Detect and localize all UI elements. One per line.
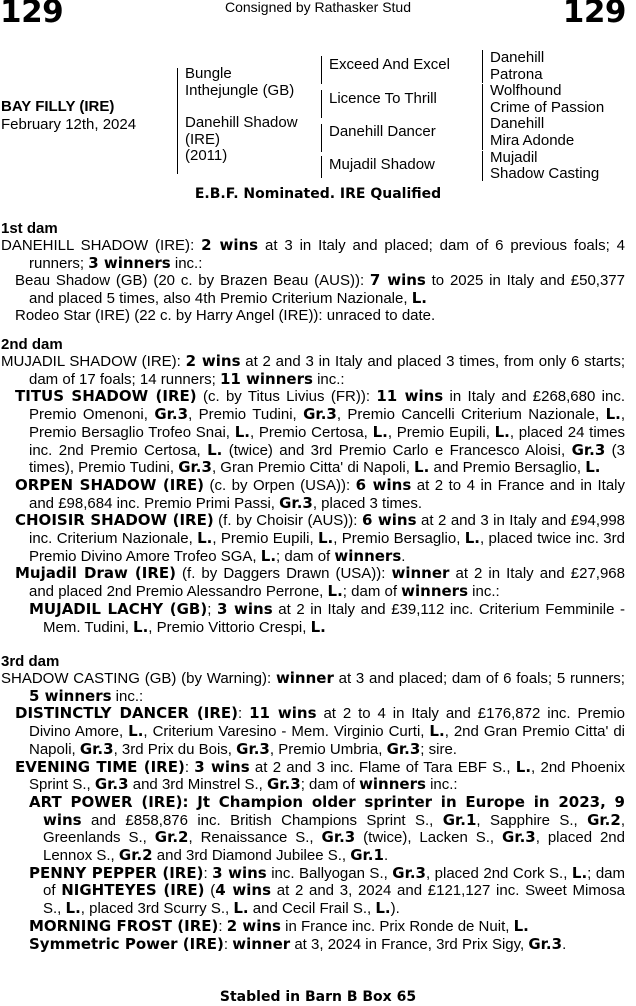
lot-number-right: 129 xyxy=(562,0,626,30)
pedigree-dam: Danehill Shadow (IRE) (2011) xyxy=(185,114,298,165)
produce-entry-mujadil-draw: Mujadil Draw (IRE) (f. by Daggers Drawn (USA)): winner at 2 in Italy and £27,968 and placed 2nd Premio Alessandro Perrone, L.; dam of winners inc.: xyxy=(15,564,625,601)
first-dam-block xyxy=(1,237,625,325)
second-dam-block xyxy=(1,353,625,636)
nominations: E.B.F. Nominated. IRE Qualified xyxy=(194,186,442,202)
horse-foaled: February 12th, 2024 xyxy=(1,116,137,133)
produce-entry-orpen-shadow: ORPEN SHADOW (IRE) (c. by Orpen (USA)): 6 wins at 2 to 4 in France and in Italy and £98,684 inc. Premio Primi Passi, Gr.3, placed 3 times. xyxy=(15,475,625,512)
produce-entry-penny-pepper: PENNY PEPPER (IRE): 3 wins inc. Ballyogan S., Gr.3, placed 2nd Cork S., L.; dam of NIGHTEYES (IRE) (4 wins at 2 and 3, 2024 and £121,127 inc. Sweet Mimosa S., L., placed 3rd Scurry S., L. and Cecil Frail S., L.). xyxy=(29,863,626,918)
consignor: Consigned by Rathasker Stud xyxy=(225,0,411,15)
third-dam-block xyxy=(1,670,625,953)
pedigree-gen2-4: Mujadil Shadow xyxy=(329,156,435,173)
pedigree-bracket-2c xyxy=(321,124,322,152)
second-dam-entry: MUJADIL SHADOW (IRE): 2 wins at 2 and 3 in Italy and placed 3 times, from only 6 starts; dam of 17 foals; 14 runners; 11 winners inc.: xyxy=(1,352,626,388)
section-first-dam: 1st dam xyxy=(1,220,58,237)
produce-entry-beau-shadow: Beau Shadow (GB) (20 c. by Brazen Beau (AUS)): 7 wins to 2025 in Italy and £50,377 and placed 5 times, also 4th Premio Criterium Nazionale, L. xyxy=(15,271,625,308)
section-second-dam: 2nd dam xyxy=(1,336,63,353)
pedigree-sire: Bungle Inthejungle (GB) xyxy=(185,65,295,99)
pedigree-bracket-2a xyxy=(321,56,322,84)
section-third-dam: 3rd dam xyxy=(1,653,60,670)
pedigree-gen3: Danehill Patrona Wolfhound Crime of Passion Danehill Mira Adonde Mujadil Shadow Casting xyxy=(490,49,605,183)
pedigree-bracket-2d xyxy=(321,156,322,178)
produce-entry-art-power: ART POWER (IRE): Jt Champion older sprinter in Europe in 2023, 9 wins and £858,876 inc. British Champions Sprint S., Gr.1, Sapphire S., Gr.2, Greenlands S., Gr.2, Renaissance S., Gr.3 (twice), Lacken S., Gr.3, placed 2nd Lennox S., Gr.2 and 3rd Diamond Jubilee S., Gr.1. xyxy=(29,792,625,865)
pedigree-gen2-3: Danehill Dancer xyxy=(329,123,436,140)
pedigree-bracket-3a xyxy=(482,50,483,83)
produce-entry-evening-time: EVENING TIME (IRE): 3 wins at 2 and 3 inc. Flame of Tara EBF S., L., 2nd Phoenix Sprint S., Gr.3 and 3rd Minstrel S., Gr.3; dam of winners inc.: xyxy=(15,757,625,794)
stabling-info: Stabled in Barn B Box 65 xyxy=(219,989,417,1005)
pedigree-bracket-3b xyxy=(482,84,483,117)
produce-entry-rodeo-star: Rodeo Star (IRE) (22 c. by Harry Angel (IRE)): unraced to date. xyxy=(15,306,436,324)
produce-entry-morning-frost: MORNING FROST (IRE): 2 wins in France inc. Prix Ronde de Nuit, L. xyxy=(29,916,529,935)
pedigree-gen2-1: Exceed And Excel xyxy=(329,56,450,73)
pedigree-bracket-2b xyxy=(321,90,322,118)
produce-entry-symmetric-power: Symmetric Power (IRE): winner at 3, 2024 in France, 3rd Prix Sigy, Gr.3. xyxy=(29,934,567,953)
pedigree-gen2-2: Licence To Thrill xyxy=(329,90,437,107)
produce-entry-mujadil-lachy: MUJADIL LACHY (GB); 3 wins at 2 in Italy and £39,112 inc. Criterium Femminile - Mem. Tudini, L., Premio Vittorio Crespi, L. xyxy=(29,599,625,636)
produce-entry-choisir-shadow: CHOISIR SHADOW (IRE) (f. by Choisir (AUS)): 6 wins at 2 and 3 in Italy and £94,998 inc. Criterium Nazionale, L., Premio Eupili, L., Premio Bersaglio, L., placed twice inc. 3rd Premio Divino Amore Trofeo SGA, L.; dam of winners. xyxy=(15,511,626,565)
lot-number-left: 129 xyxy=(0,0,64,30)
produce-entry-distinctly-dancer: DISTINCTLY DANCER (IRE): 11 wins at 2 to 4 in Italy and £176,872 inc. Premio Divino Amore, L., Criterium Varesino - Mem. Virginio Curti, L., 2nd Gran Premio Citta' di Napoli, Gr.3, 3rd Prix du Bois, Gr.3, Premio Umbria, Gr.3; sire. xyxy=(15,704,626,758)
pedigree-bracket-3c xyxy=(482,117,483,150)
produce-entry-titus-shadow: TITUS SHADOW (IRE) (c. by Titus Livius (FR)): 11 wins in Italy and £268,680 inc. Premio Omenoni, Gr.3, Premio Tudini, Gr.3, Premio Cancelli Criterium Nazionale, L., Premio Bersaglio Trofeo Snai, L., Premio Certosa, L., Premio Eupili, L., placed 24 times inc. 2nd Premio Certosa, L. (twice) and 3rd Premio Carlo e Francesco Aloisi, Gr.3 (3 times), Premio Tudini, Gr.3, Gran Premio Citta' di Napoli, L. and Premio Bersaglio, L. xyxy=(15,387,626,477)
pedigree-bracket-1 xyxy=(177,68,178,174)
first-dam-entry: DANEHILL SHADOW (IRE): 2 wins at 3 in Italy and placed; dam of 6 previous foals; 4 runners; 3 winners inc.: xyxy=(1,236,625,272)
pedigree-bracket-3d xyxy=(482,151,483,181)
third-dam-entry: SHADOW CASTING (GB) (by Warning): winner at 3 and placed; dam of 6 foals; 5 runners; 5 winners inc.: xyxy=(1,669,625,705)
horse-description: BAY FILLY (IRE) xyxy=(1,98,115,115)
